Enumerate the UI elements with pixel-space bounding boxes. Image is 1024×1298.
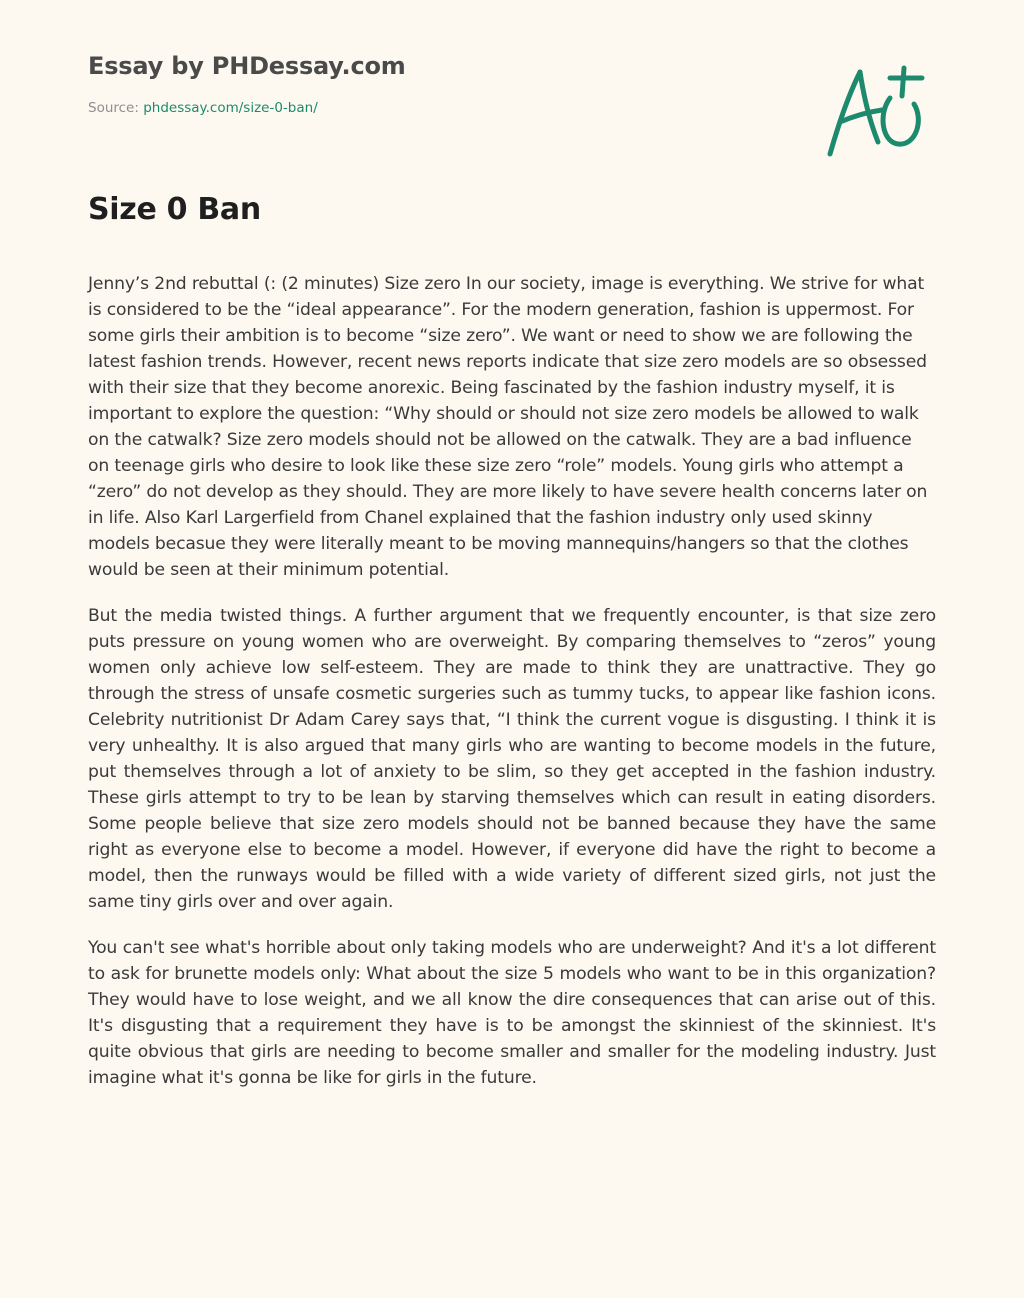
a-plus-grade-logo: [820, 60, 932, 164]
page-header: [88, 50, 688, 117]
essay-title: Size 0 Ban: [88, 192, 261, 227]
site-title: Essay by PHDessay.com: [88, 52, 406, 80]
essay-paragraph-2: But the media twisted things. A further argument that we frequently encounter, is that size zero puts pressure on young women who are overweight. By comparing themselves to “zeros” young women only achieve low self-esteem. They are made to think they are unattractive. They go through the stress of unsafe cosmetic surgeries such as tummy tucks, to appear like fashion icons. Celebrity nutritionist Dr Adam Carey says that, “I think the current vogue is disgusting. I think it is very unhealthy. It is also argued that many girls who are wanting to become models in the future, put themselves through a lot of anxiety to be slim, so they get accepted in the fashion industry. These girls attempt to try to be lean by starving themselves which can result in eating disorders. Some people believe that size zero models should not be banned because they have the same right as everyone else to become a model. However, if everyone did have the right to become a model, then the runways would be filled with a wide variety of different sized girls, not just the same tiny girls over and over again.: [88, 606, 936, 912]
source-label: Source:: [88, 100, 144, 116]
source-line: [88, 99, 688, 117]
essay-body: [88, 271, 936, 1111]
essay-paragraph-3: You can't see what's horrible about only taking models who are underweight? And it's a lot different to ask for brunette models only: What about the size 5 models who want to be in this organization? They would have to lose weight, and we all know the dire consequences that can arise out of this. It's disgusting that a requirement they have is to be amongst the skinniest of the skinniest. It's quite obvious that girls are needing to become smaller and smaller for the modeling industry. Just imagine what it's gonna be like for girls in the future.: [88, 938, 936, 1088]
source-link[interactable]: phdessay.com/size-0-ban/: [143, 100, 318, 116]
essay-paragraph-1: Jenny’s 2nd rebuttal (: (2 minutes) Size zero In our society, image is everything. We strive for what is considered to be the “ideal appearance”. For the modern generation, fashion is uppermost. For some girls their ambition is to become “size zero”. We want or need to show we are following the latest fashion trends. However, recent news reports indicate that size zero models are so obsessed with their size that they become anorexic. Being fascinated by the fashion industry myself, it is important to explore the question: “Why should or should not size zero models be allowed to walk on the catwalk? Size zero models should not be allowed on the catwalk. They are a bad influence on teenage girls who desire to look like these size zero “role” models. Young girls who attempt a “zero” do not develop as they should. They are more likely to have severe health concerns later on in life. Also Karl Largerfield from Chanel explained that the fashion industry only used skinny models becasue they were literally meant to be moving mannequins/hangers so that the clothes would be seen at their minimum potential.: [88, 274, 928, 580]
